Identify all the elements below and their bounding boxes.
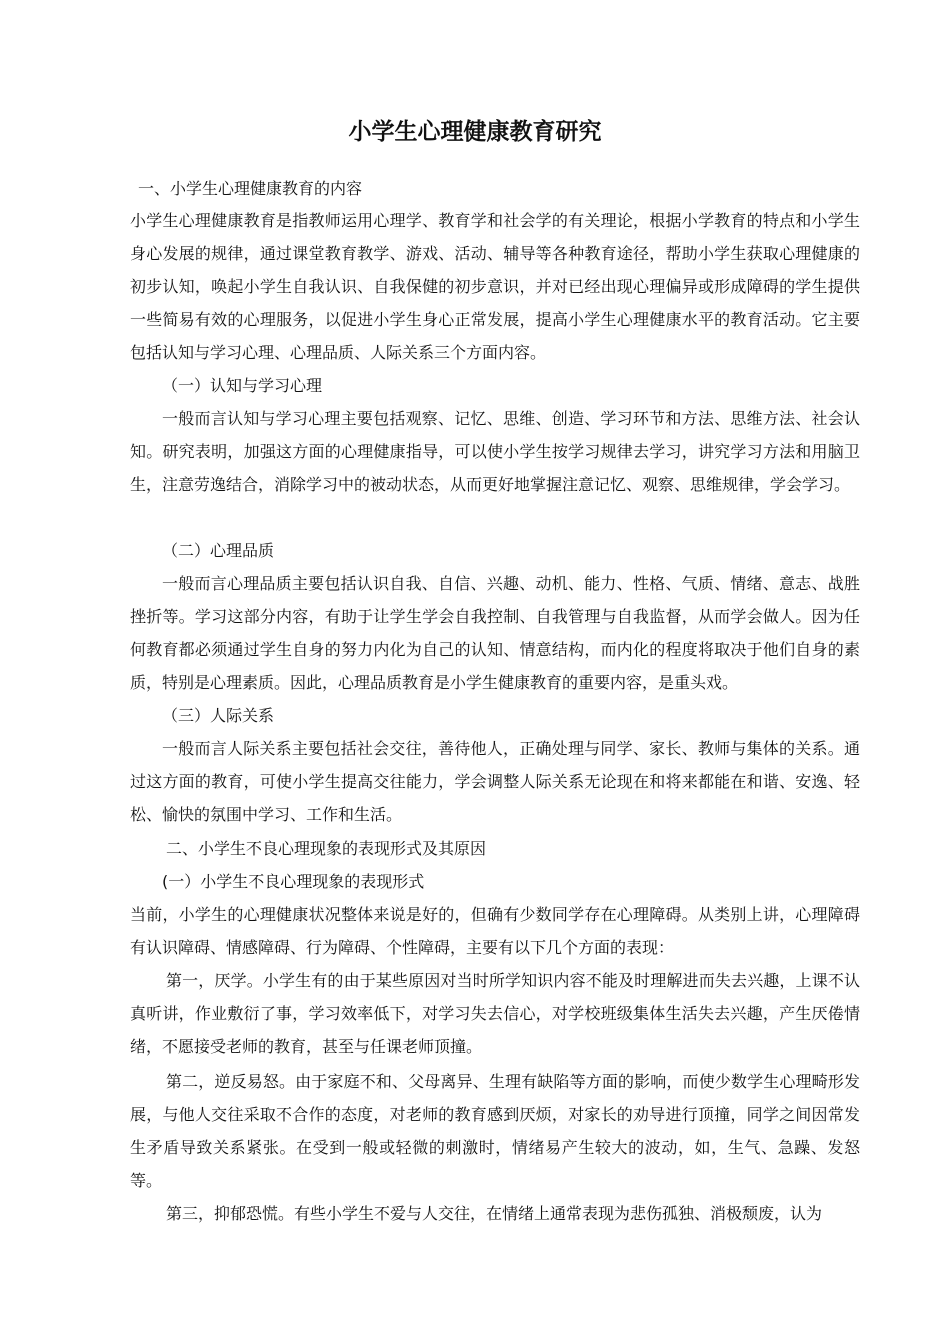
section2-item2	[130, 1065, 860, 1197]
section1-sub1-body	[130, 402, 860, 501]
section1-sub3-heading: （三）人际关系	[162, 706, 275, 725]
section1-sub1-heading: （一）认知与学习心理	[162, 376, 323, 395]
section1-heading: 一、小学生心理健康教育的内容	[138, 179, 363, 198]
document-title: 小学生心理健康教育研究	[348, 119, 602, 145]
section1-intro-text: 小学生心理健康教育是指教师运用心理学、教育学和社会学的有关理论，根据小学教育的特点和小学生身心发展的规律，通过课堂教育教学、游戏、活动、辅导等各种教育途径，帮助小学生获取心理健康的初步认知，唤起小学生自我认识、自我保健的初步意识，并对已经出现心理偏异或形成障碍的学生提供一些简易有效的心理服务，以促进小学生身心正常发展，提高小学生心理健康水平的教育活动。它主要包括认知与学习心理、心理品质、人际关系三个方面内容。	[130, 211, 860, 362]
section2-item3	[130, 1197, 860, 1230]
section1-sub2-body	[130, 567, 860, 699]
section1-sub3-text: 一般而言人际关系主要包括社会交往，善待他人，正确处理与同学、家长、教师与集体的关系。通过这方面的教育，可使小学生提高交往能力，学会调整人际关系无论现在和将来都能在和谐、安逸、轻松、愉快的氛围中学习、工作和生活。	[130, 739, 860, 824]
section1-sub2-text: 一般而言心理品质主要包括认识自我、自信、兴趣、动机、能力、性格、气质、情绪、意志、战胜挫折等。学习这部分内容，有助于让学生学会自我控制、自我管理与自我监督，从而学会做人。因为任何教育都必须通过学生自身的努力内化为自己的认知、情意结构，而内化的程度将取决于他们自身的素质，特别是心理素质。因此，心理品质教育是小学生健康教育的重要内容，是重头戏。	[130, 574, 860, 692]
section1-sub3-body	[130, 732, 860, 831]
section2-intro-text: 当前，小学生的心理健康状况整体来说是好的，但确有少数同学存在心理障碍。从类别上讲，心理障碍有认识障碍、情感障碍、行为障碍、个性障碍，主要有以下几个方面的表现：	[130, 905, 860, 957]
section2-item1	[130, 964, 860, 1063]
section1-sub2-heading: （二）心理品质	[162, 541, 275, 560]
section2-heading: 二、小学生不良心理现象的表现形式及其原因	[166, 839, 487, 858]
section2-item3-text: 第三，抑郁恐慌。有些小学生不爱与人交往，在情绪上通常表现为悲伤孤独、消极颓废，认为	[166, 1204, 823, 1223]
section2-item1-text: 第一，厌学。小学生有的由于某些原因对当时所学知识内容不能及时理解进而失去兴趣，上课不认真听讲，作业敷衍了事，学习效率低下，对学习失去信心，对学校班级集体生活失去兴趣，产生厌倦情绪，不愿接受老师的教育，甚至与任课老师顶撞。	[130, 971, 860, 1056]
section2-item2-text: 第二，逆反易怒。由于家庭不和、父母离异、生理有缺陷等方面的影响，而使少数学生心理畸形发展，与他人交往采取不合作的态度，对老师的教育感到厌烦，对家长的劝导进行顶撞，同学之间因常发生矛盾导致关系紧张。在受到一般或轻微的刺激时，情绪易产生较大的波动，如，生气、急躁、发怒等。	[130, 1072, 860, 1190]
section2-sub1-heading: (一）小学生不良心理现象的表现形式	[162, 872, 425, 891]
section2-intro	[130, 898, 860, 964]
section1-sub1-text: 一般而言认知与学习心理主要包括观察、记忆、思维、创造、学习环节和方法、思维方法、社会认知。研究表明，加强这方面的心理健康指导，可以使小学生按学习规律去学习，讲究学习方法和用脑卫生，注意劳逸结合，消除学习中的被动状态，从而更好地掌握注意记忆、观察、思维规律，学会学习。	[130, 409, 860, 494]
section1-intro	[130, 204, 860, 369]
